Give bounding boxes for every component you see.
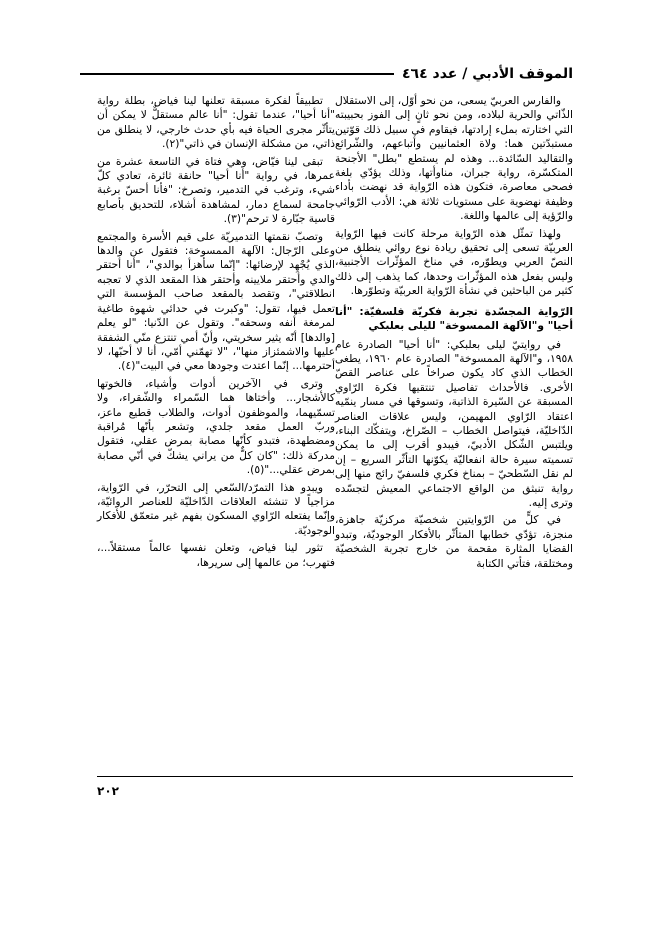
section-heading: الرّواية المجسّدة تجربة فكريّة فلسفيّة: "أنا أحيا" و"الآلهة الممسوخة" لليلى بعلبكي [335,304,573,333]
paragraph: تبقى لينا فيّاض، وهي فتاة في التاسعة عشرة من عمرها، في رواية "أنا أحيا" حانقة ثائرة، تعادي كلّ شيء، وترغب في التدمير، وتصرخ: "فأنا أحسّ برغبة جامحة لسماع دمار، لمشاهدة أشلاء، للتحديق بأصابع قاسية جبّارة لا ترحم"(٣). [97,154,335,226]
journal-title: الموقف الأدبي / عدد ٤٦٤ [402,66,573,82]
paragraph: ويبدو هذا التمرّد/السّعي إلى التحرّر، في الرّواية، مزاجياً لا تنشئه العلاقات الدّاخليّة للعناصر الروائيّة، وإنّما يفتعله الرّاوي المسكون بفهم غير متعمّق للأفكار الوجوديّة. [97,480,335,537]
paragraph: تثور لينا فياض، وتعلن نفسها عالماً مستقلاً...، فتهرب؛ من عالمها إلى سريرها، [97,541,335,569]
paragraph: في روايتيّ ليلى بعلبكي: "أنا أحيا" الصادرة عام ١٩٥٨، و"الآلهة الممسوخة" الصادرة عام ١٩٦٠، يطغى الخطاب الذي كاد يكون صراخاً على عناصر القصّ الأخرى. فالأحداث تفاصيل تنتقيها فكرة الرّاوي المسبقة عن السّيرة الذاتية، وتسوقها في مسار ينمّيه اعتقاد الرّاوي المهيمن، وليس علاقات العناصر الدّاخليّة، فيتواصل الخطاب – الصّراخ، ويتفكّك البناء، ويلتبس الشّكل الأدبيّ، فيبدو أقرب إلى ما يمكن تسميته سيرة حالة انفعاليّة يكوّنها التأثّر السريع – إن لم نقل السّطحيّ – بمناخ فكري فلسفيّ رائج منها إلى رواية تنبثق من الواقع الاجتماعي المعيش لتجسّده وترى إليه. [335,337,573,509]
paragraph: في كلٍّ من الرّوايتين شخصيّة مركزيّة جاهزة، منجزة، تؤدّي خطابها المتأثّر بالأفكار الوجوديّة، وتبدو القضايا المثارة مقحمة من خارج تجربة الشخصيّة ومختلقة، فتأتي الكتابة [335,513,573,570]
paragraph: وتصبّ نقمتها التدميريّة على قيم الأسرة والمجتمع وعلى الرّجال: الآلهة الممسوخة: فتقول عن والدها الذي يُجْهِد لإرضائها: "إنّما سأهزأ بوالدي"، "أنا أحتقر والدي وأحتقر ملايينه وأحتقر هذا المقعد الذي لا تعجبه انطلاقتي"، وتقصد بالمقعد صاحب المؤسسة التي تعمل فيها، تقول: "وكبرت في حدائي شهوة طاغية لمرمغة أنفه وسحقه". وتقول عن الدّنيا: "لو يعلم [والدها] أنّه يثير سخريتي، وأنّ أمي تنتزع منّي الشفقة عليها والاشمئزاز منها"، "لا تهمّني أمّي، أنا لا أحبّها، لا أحترمها... إنّما اعتدت وجودها معي في البيت"(٤). [97,229,335,373]
running-header [80,66,573,82]
header-rule [80,73,394,75]
paragraph: وترى في الآخرين أدوات وأشياء، فالخوتها كالأشجار... وأختاها هما السّمراء والشّقراء، ولا تسمّيهما، والموظفون أدوات، والطلاب قطيع ماعز، وربّ العمل مقعد جلدي، وتشعر بأنّها مُراقبة ومضطهدة، فتبدو كأنّها مصابة بمرض عقلي، فتقول مدركة ذلك: "كان كلٌّ من يراني يشكّ في أنّي مصابة بمرض عقلي..."(٥). [97,376,335,477]
paragraph: ولهذا تمثّل هذه الرّواية مرحلة كانت فيها الرّواية العربيّة تسعى إلى تحقيق ريادة نوع روائي ينطلق من النصّ العربي ويطوّره، في مناخ المؤثّرات الأجنبية، وليس بفعل هذه المؤثّرات وحدها، كما يذهب إلى ذلك كثير من الباحثين في نشأة الرّواية العربيّة وتطوّرها. [335,226,573,298]
page-number: ٢٠٢ [97,784,119,798]
paragraph: تطبيقاً لفكرة مسبقة تعلنها لينا فياض، بطلة رواية "أنا أحيا"، عندما تقول: "أنا عالم مستقلٌّ لا يمكن أن يتأثّر مجرى الحياة فيه بأي حدث خارجي، لا ينطلق من ذاتي، من مشكلة الإنسان في ذاتي"(٢). [97,94,335,151]
paragraph: والفارس العربيّ يسعى، من نحو أوّل، إلى الاستقلال الذّاتي والحرية لبلاده، ومن نحو ثانٍ إلى الفوز بحبيبته التي اختارته بملء إرادتها، فيقاوم في سبيل ذلك قوّتين مستبدّتين هما: ولاة العثمانيين وأتباعهم، والشّرائع والتقاليد السّائدة... وهذه لم يستطع "بطل" الأجنحة المتكسّرة، رواية جبران، مناوأتها، وذلك يؤدّي بلغة فصحى معاصرة، فتكون هذه الرّواية قد نهضت بأداء وظيفة نهضوية على مستويات ثلاثة هي: الأدب الرّوائي والرّؤية إلى عالمها واللغة. [335,94,573,223]
left-column [97,94,335,573]
footer-rule [97,776,573,777]
right-column [335,94,573,574]
